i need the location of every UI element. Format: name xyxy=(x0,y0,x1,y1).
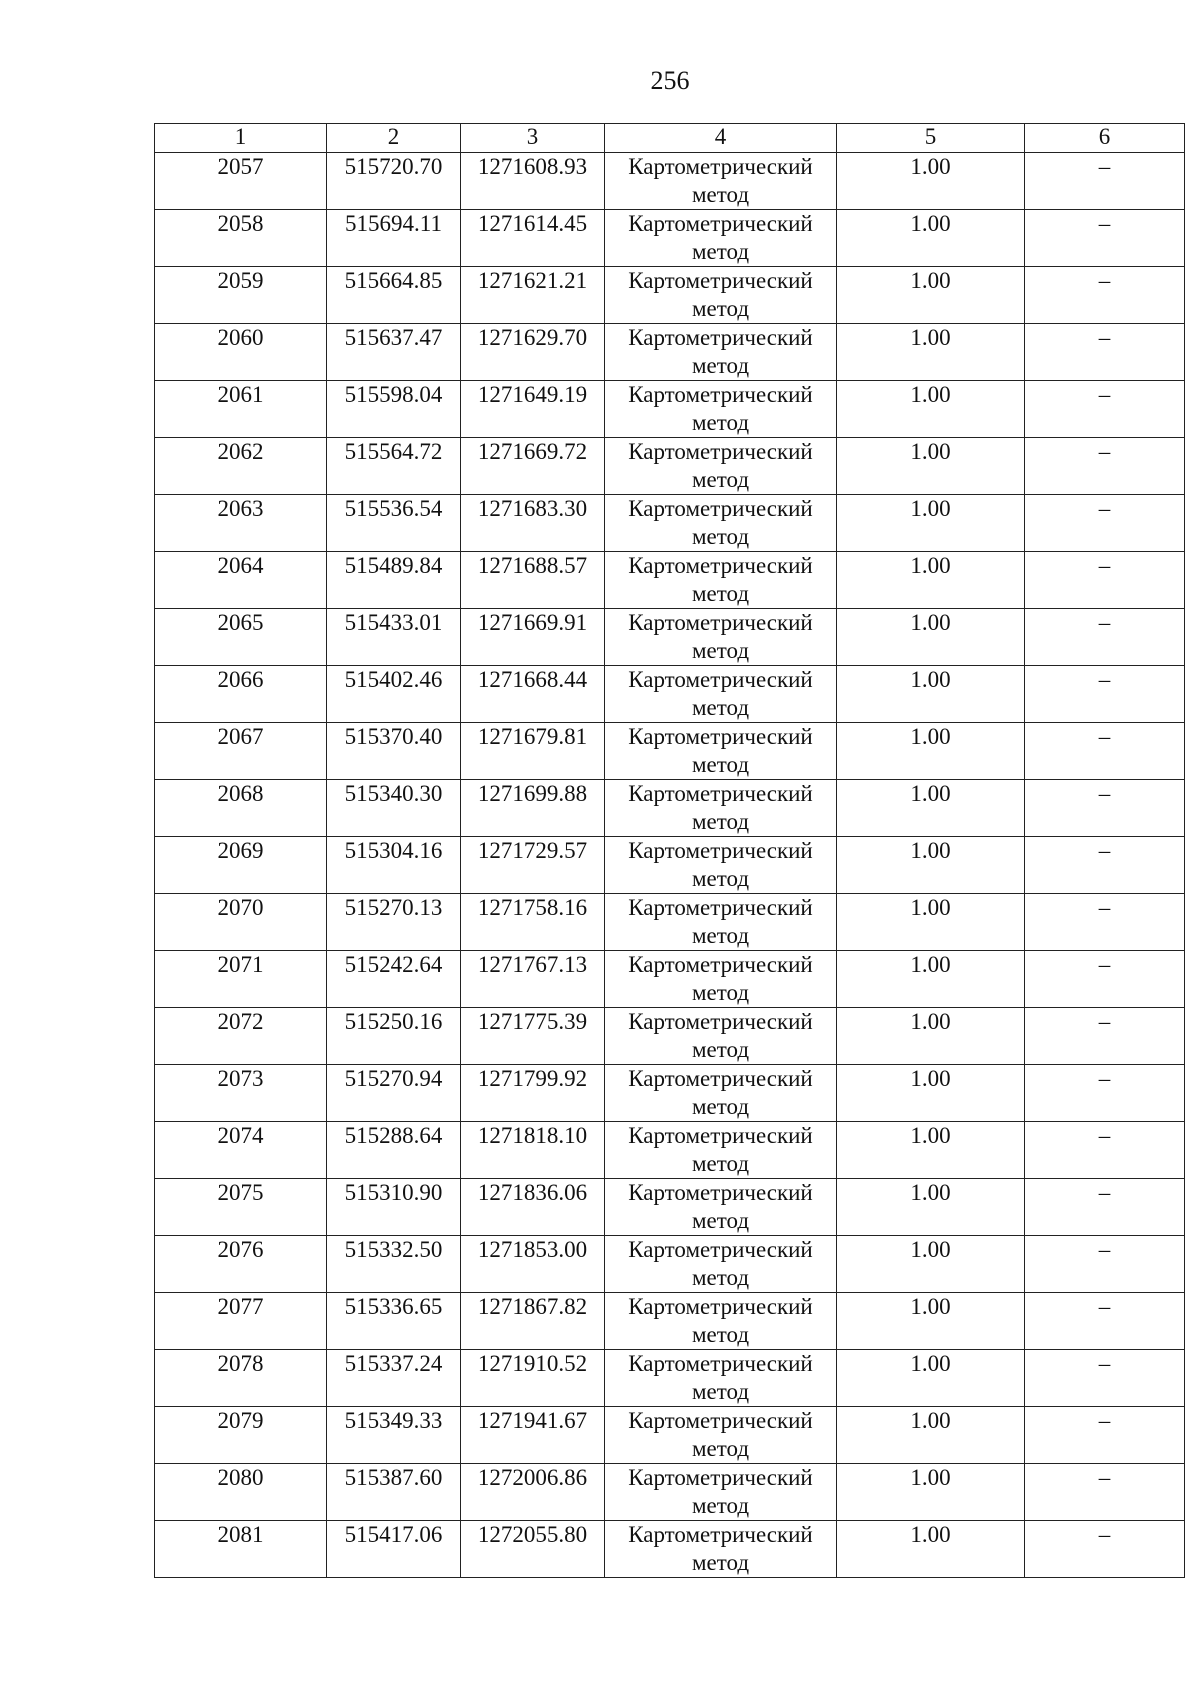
point-number: 2073 xyxy=(155,1065,327,1122)
coordinate-x: 515536.54 xyxy=(327,495,461,552)
method-cell xyxy=(605,1407,837,1464)
method-line-2: метод xyxy=(691,1436,750,1461)
point-number: 2078 xyxy=(155,1350,327,1407)
table-row xyxy=(155,1065,1185,1122)
page-number: 256 xyxy=(650,66,690,95)
point-number: 2066 xyxy=(155,666,327,723)
method-line-2: метод xyxy=(691,1493,750,1518)
coordinate-y: 1271758.16 xyxy=(461,894,605,951)
accuracy-value: 1.00 xyxy=(837,1179,1025,1236)
method-line-1: Картометрический xyxy=(628,895,813,920)
point-number: 2074 xyxy=(155,1122,327,1179)
accuracy-value: 1.00 xyxy=(837,1407,1025,1464)
method-cell xyxy=(605,438,837,495)
method-line-1: Картометрический xyxy=(628,496,813,521)
point-number: 2062 xyxy=(155,438,327,495)
table-row xyxy=(155,1464,1185,1521)
coordinate-y: 1271608.93 xyxy=(461,153,605,210)
point-number: 2061 xyxy=(155,381,327,438)
note-dash: – xyxy=(1025,1464,1185,1521)
method-cell xyxy=(605,552,837,609)
table-row xyxy=(155,666,1185,723)
point-number: 2075 xyxy=(155,1179,327,1236)
accuracy-value: 1.00 xyxy=(837,1521,1025,1578)
coordinate-y: 1271941.67 xyxy=(461,1407,605,1464)
method-line-2: метод xyxy=(691,1265,750,1290)
coordinate-x: 515694.11 xyxy=(327,210,461,267)
header-row xyxy=(155,124,1185,153)
point-number: 2057 xyxy=(155,153,327,210)
method-line-2: метод xyxy=(691,809,750,834)
table-row xyxy=(155,1407,1185,1464)
table-row xyxy=(155,552,1185,609)
coordinate-y: 1271668.44 xyxy=(461,666,605,723)
point-number: 2059 xyxy=(155,267,327,324)
method-cell xyxy=(605,837,837,894)
method-cell xyxy=(605,1008,837,1065)
accuracy-value: 1.00 xyxy=(837,552,1025,609)
coordinate-x: 515637.47 xyxy=(327,324,461,381)
point-number: 2077 xyxy=(155,1293,327,1350)
table-row xyxy=(155,837,1185,894)
point-number: 2081 xyxy=(155,1521,327,1578)
point-number: 2076 xyxy=(155,1236,327,1293)
method-cell xyxy=(605,1236,837,1293)
note-dash: – xyxy=(1025,1008,1185,1065)
header-col-3: 3 xyxy=(461,124,605,153)
coordinate-x: 515402.46 xyxy=(327,666,461,723)
method-cell xyxy=(605,951,837,1008)
accuracy-value: 1.00 xyxy=(837,1065,1025,1122)
point-number: 2080 xyxy=(155,1464,327,1521)
coordinate-x: 515417.06 xyxy=(327,1521,461,1578)
accuracy-value: 1.00 xyxy=(837,1008,1025,1065)
table-row xyxy=(155,1350,1185,1407)
method-cell xyxy=(605,1179,837,1236)
coordinate-x: 515340.30 xyxy=(327,780,461,837)
method-line-2: метод xyxy=(691,467,750,492)
method-cell xyxy=(605,153,837,210)
coordinate-x: 515304.16 xyxy=(327,837,461,894)
point-number: 2067 xyxy=(155,723,327,780)
method-line-2: метод xyxy=(691,1322,750,1347)
method-line-1: Картометрический xyxy=(628,211,813,236)
method-line-1: Картометрический xyxy=(628,1408,813,1433)
coordinate-y: 1271629.70 xyxy=(461,324,605,381)
note-dash: – xyxy=(1025,381,1185,438)
table-row xyxy=(155,1008,1185,1065)
accuracy-value: 1.00 xyxy=(837,1350,1025,1407)
coordinate-y: 1271649.19 xyxy=(461,381,605,438)
coordinate-x: 515664.85 xyxy=(327,267,461,324)
note-dash: – xyxy=(1025,666,1185,723)
method-line-2: метод xyxy=(691,524,750,549)
coordinate-y: 1271699.88 xyxy=(461,780,605,837)
accuracy-value: 1.00 xyxy=(837,210,1025,267)
table-row xyxy=(155,1521,1185,1578)
point-number: 2069 xyxy=(155,837,327,894)
coordinate-y: 1271836.06 xyxy=(461,1179,605,1236)
point-number: 2063 xyxy=(155,495,327,552)
point-number: 2068 xyxy=(155,780,327,837)
coordinate-y: 1271669.72 xyxy=(461,438,605,495)
note-dash: – xyxy=(1025,1122,1185,1179)
coordinate-x: 515242.64 xyxy=(327,951,461,1008)
method-line-1: Картометрический xyxy=(628,952,813,977)
coordinate-x: 515349.33 xyxy=(327,1407,461,1464)
method-line-1: Картометрический xyxy=(628,1009,813,1034)
note-dash: – xyxy=(1025,1236,1185,1293)
note-dash: – xyxy=(1025,267,1185,324)
coordinate-y: 1271669.91 xyxy=(461,609,605,666)
method-cell xyxy=(605,666,837,723)
accuracy-value: 1.00 xyxy=(837,381,1025,438)
note-dash: – xyxy=(1025,210,1185,267)
method-cell xyxy=(605,894,837,951)
accuracy-value: 1.00 xyxy=(837,1464,1025,1521)
method-line-2: метод xyxy=(691,752,750,777)
table-row xyxy=(155,894,1185,951)
method-line-2: метод xyxy=(691,353,750,378)
method-line-2: метод xyxy=(691,1037,750,1062)
coordinate-y: 1271679.81 xyxy=(461,723,605,780)
coordinate-y: 1271621.21 xyxy=(461,267,605,324)
coordinate-y: 1271910.52 xyxy=(461,1350,605,1407)
note-dash: – xyxy=(1025,438,1185,495)
coordinate-x: 515489.84 xyxy=(327,552,461,609)
table-row xyxy=(155,723,1185,780)
method-line-2: метод xyxy=(691,296,750,321)
accuracy-value: 1.00 xyxy=(837,153,1025,210)
method-cell xyxy=(605,267,837,324)
coordinate-x: 515336.65 xyxy=(327,1293,461,1350)
coordinate-y: 1271799.92 xyxy=(461,1065,605,1122)
table-header xyxy=(155,124,1185,153)
point-number: 2064 xyxy=(155,552,327,609)
method-line-1: Картометрический xyxy=(628,382,813,407)
method-line-2: метод xyxy=(691,695,750,720)
method-line-1: Картометрический xyxy=(628,325,813,350)
accuracy-value: 1.00 xyxy=(837,951,1025,1008)
method-cell xyxy=(605,780,837,837)
accuracy-value: 1.00 xyxy=(837,609,1025,666)
table-row xyxy=(155,1179,1185,1236)
method-line-1: Картометрический xyxy=(628,1294,813,1319)
method-cell xyxy=(605,609,837,666)
table-row xyxy=(155,1122,1185,1179)
note-dash: – xyxy=(1025,951,1185,1008)
method-line-1: Картометрический xyxy=(628,1237,813,1262)
method-line-1: Картометрический xyxy=(628,1522,813,1547)
method-line-2: метод xyxy=(691,1550,750,1575)
method-cell xyxy=(605,495,837,552)
method-line-2: метод xyxy=(691,1208,750,1233)
accuracy-value: 1.00 xyxy=(837,666,1025,723)
coordinates-table xyxy=(154,123,1185,1578)
note-dash: – xyxy=(1025,495,1185,552)
accuracy-value: 1.00 xyxy=(837,1293,1025,1350)
note-dash: – xyxy=(1025,1521,1185,1578)
note-dash: – xyxy=(1025,609,1185,666)
note-dash: – xyxy=(1025,1065,1185,1122)
method-line-1: Картометрический xyxy=(628,1465,813,1490)
header-col-1: 1 xyxy=(155,124,327,153)
method-cell xyxy=(605,381,837,438)
coordinate-y: 1272055.80 xyxy=(461,1521,605,1578)
accuracy-value: 1.00 xyxy=(837,723,1025,780)
note-dash: – xyxy=(1025,1407,1185,1464)
method-line-1: Картометрический xyxy=(628,439,813,464)
method-cell xyxy=(605,324,837,381)
coordinate-x: 515250.16 xyxy=(327,1008,461,1065)
coordinate-x: 515337.24 xyxy=(327,1350,461,1407)
method-line-2: метод xyxy=(691,1151,750,1176)
coordinate-x: 515564.72 xyxy=(327,438,461,495)
header-col-2: 2 xyxy=(327,124,461,153)
method-line-2: метод xyxy=(691,239,750,264)
note-dash: – xyxy=(1025,1350,1185,1407)
method-cell xyxy=(605,1464,837,1521)
note-dash: – xyxy=(1025,1179,1185,1236)
coordinate-y: 1271683.30 xyxy=(461,495,605,552)
coordinate-y: 1271729.57 xyxy=(461,837,605,894)
coordinate-y: 1271818.10 xyxy=(461,1122,605,1179)
note-dash: – xyxy=(1025,1293,1185,1350)
point-number: 2079 xyxy=(155,1407,327,1464)
method-line-2: метод xyxy=(691,980,750,1005)
coordinate-y: 1272006.86 xyxy=(461,1464,605,1521)
point-number: 2065 xyxy=(155,609,327,666)
coordinate-x: 515270.94 xyxy=(327,1065,461,1122)
method-line-2: метод xyxy=(691,1379,750,1404)
coordinate-x: 515433.01 xyxy=(327,609,461,666)
method-cell xyxy=(605,210,837,267)
table-body xyxy=(155,153,1185,1578)
method-line-2: метод xyxy=(691,866,750,891)
accuracy-value: 1.00 xyxy=(837,837,1025,894)
coordinate-y: 1271867.82 xyxy=(461,1293,605,1350)
method-line-2: метод xyxy=(691,1094,750,1119)
method-line-1: Картометрический xyxy=(628,1066,813,1091)
table-row xyxy=(155,951,1185,1008)
method-line-1: Картометрический xyxy=(628,1123,813,1148)
method-line-1: Картометрический xyxy=(628,268,813,293)
coordinate-x: 515720.70 xyxy=(327,153,461,210)
coordinate-x: 515310.90 xyxy=(327,1179,461,1236)
table-row xyxy=(155,324,1185,381)
point-number: 2060 xyxy=(155,324,327,381)
coordinate-x: 515270.13 xyxy=(327,894,461,951)
note-dash: – xyxy=(1025,837,1185,894)
method-line-2: метод xyxy=(691,923,750,948)
table-row xyxy=(155,1236,1185,1293)
coordinate-x: 515598.04 xyxy=(327,381,461,438)
coordinate-x: 515387.60 xyxy=(327,1464,461,1521)
coordinate-y: 1271614.45 xyxy=(461,210,605,267)
accuracy-value: 1.00 xyxy=(837,894,1025,951)
coordinate-y: 1271688.57 xyxy=(461,552,605,609)
accuracy-value: 1.00 xyxy=(837,267,1025,324)
coordinate-x: 515370.40 xyxy=(327,723,461,780)
method-line-2: метод xyxy=(691,410,750,435)
method-line-1: Картометрический xyxy=(628,781,813,806)
table-row xyxy=(155,780,1185,837)
table-row xyxy=(155,153,1185,210)
accuracy-value: 1.00 xyxy=(837,495,1025,552)
note-dash: – xyxy=(1025,894,1185,951)
point-number: 2070 xyxy=(155,894,327,951)
method-line-1: Картометрический xyxy=(628,154,813,179)
method-line-1: Картометрический xyxy=(628,1351,813,1376)
method-line-2: метод xyxy=(691,581,750,606)
table-row xyxy=(155,210,1185,267)
method-cell xyxy=(605,1065,837,1122)
method-line-1: Картометрический xyxy=(628,724,813,749)
accuracy-value: 1.00 xyxy=(837,438,1025,495)
note-dash: – xyxy=(1025,324,1185,381)
coordinate-y: 1271775.39 xyxy=(461,1008,605,1065)
point-number: 2058 xyxy=(155,210,327,267)
method-cell xyxy=(605,723,837,780)
header-col-6: 6 xyxy=(1025,124,1185,153)
coordinate-x: 515288.64 xyxy=(327,1122,461,1179)
method-line-1: Картометрический xyxy=(628,553,813,578)
method-line-1: Картометрический xyxy=(628,838,813,863)
method-cell xyxy=(605,1293,837,1350)
method-line-2: метод xyxy=(691,182,750,207)
accuracy-value: 1.00 xyxy=(837,324,1025,381)
table-row xyxy=(155,1293,1185,1350)
method-line-2: метод xyxy=(691,638,750,663)
method-cell xyxy=(605,1122,837,1179)
point-number: 2072 xyxy=(155,1008,327,1065)
coordinate-y: 1271767.13 xyxy=(461,951,605,1008)
table-row xyxy=(155,267,1185,324)
table-row xyxy=(155,609,1185,666)
table-row xyxy=(155,438,1185,495)
accuracy-value: 1.00 xyxy=(837,1236,1025,1293)
method-cell xyxy=(605,1350,837,1407)
method-line-1: Картометрический xyxy=(628,667,813,692)
coordinate-y: 1271853.00 xyxy=(461,1236,605,1293)
note-dash: – xyxy=(1025,552,1185,609)
method-line-1: Картометрический xyxy=(628,610,813,635)
note-dash: – xyxy=(1025,780,1185,837)
note-dash: – xyxy=(1025,723,1185,780)
coordinate-x: 515332.50 xyxy=(327,1236,461,1293)
note-dash: – xyxy=(1025,153,1185,210)
method-cell xyxy=(605,1521,837,1578)
header-col-5: 5 xyxy=(837,124,1025,153)
method-line-1: Картометрический xyxy=(628,1180,813,1205)
point-number: 2071 xyxy=(155,951,327,1008)
accuracy-value: 1.00 xyxy=(837,1122,1025,1179)
accuracy-value: 1.00 xyxy=(837,780,1025,837)
header-col-4: 4 xyxy=(605,124,837,153)
table-row xyxy=(155,495,1185,552)
table-row xyxy=(155,381,1185,438)
